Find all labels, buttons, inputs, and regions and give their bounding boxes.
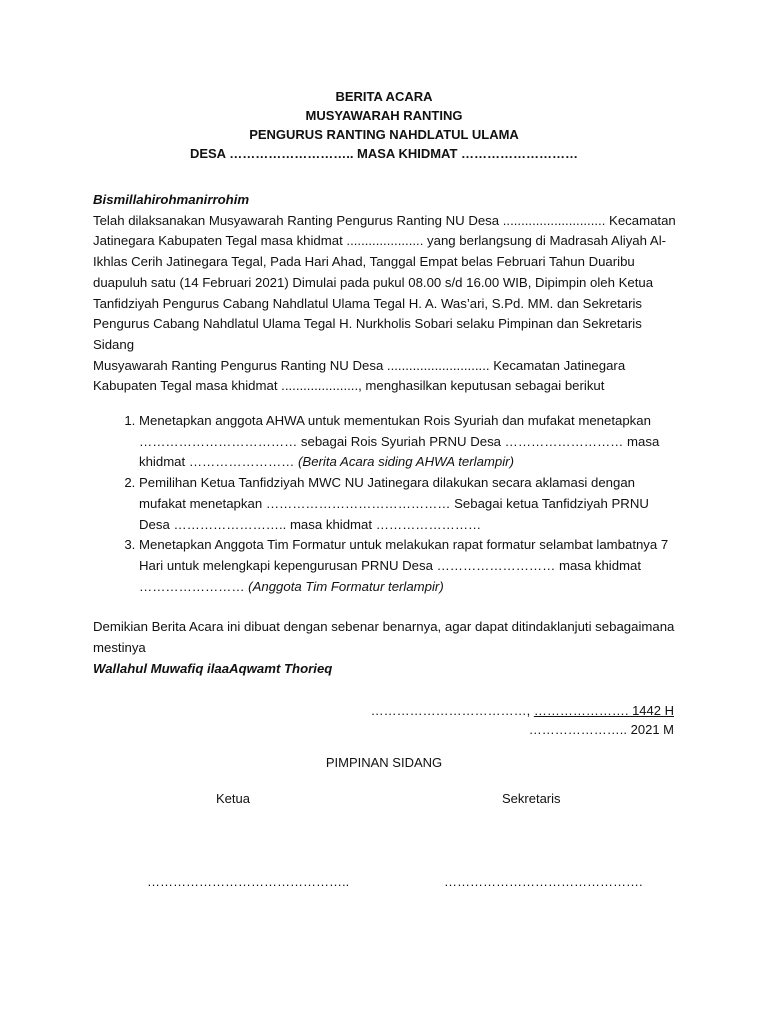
list-item xyxy=(139,535,683,597)
title-line-2: MUSYAWARAH RANTING xyxy=(305,108,463,123)
opening-basmalah: Bismillahirohmanirrohim xyxy=(93,192,250,207)
document-title xyxy=(0,87,768,163)
signature-heading: PIMPINAN SIDANG xyxy=(325,755,443,770)
date-hijri-line xyxy=(371,701,674,720)
date-block xyxy=(371,701,674,739)
decision-text: Menetapkan anggota AHWA untuk mementukan Rois Syuriah dan mufakat menetapkan ……………………………… sebagai Rois Syuriah PRNU Desa ……………………… masa khidmat …………………… xyxy=(139,413,660,470)
decision-note: (Anggota Tim Formatur terlampir) xyxy=(248,578,444,594)
title-line-4: DESA ……………………….. MASA KHIDMAT ……………………… xyxy=(189,146,579,161)
closing-salam: Wallahul Muwafiq ilaaAqwamt Thorieq xyxy=(93,660,333,676)
decision-text: Pemilihan Ketua Tanfidziyah MWC NU Jatinegara dilakukan secara aklamasi dengan mufakat menetapkan …………………………………… Sebagai ketua Tanfidziyah PRNU Desa …………………….. masa khidmat …………………… xyxy=(139,475,649,532)
date-masehi: ………………….. 2021 M xyxy=(528,722,674,737)
decision-text: Menetapkan Anggota Tim Formatur untuk melakukan rapat formatur selambat lambatnya 7 Hari untuk melengkapi kepengurusan PRNU Desa ……………………… masa khidmat …………………… xyxy=(139,537,669,594)
list-item xyxy=(139,473,683,535)
document-body xyxy=(93,190,683,679)
closing-paragraph: Demikian Berita Acara ini dibuat dengan sebenar benarnya, agar dapat ditindaklanjuti sebagaimana mestinya xyxy=(93,619,675,656)
list-item xyxy=(139,411,683,473)
role-ketua: Ketua xyxy=(216,791,250,806)
decision-note: (Berita Acara siding AHWA terlampir) xyxy=(298,454,514,470)
intro-paragraph: Telah dilaksanakan Musyawarah Ranting Pengurus Ranting NU Desa ............................ Kecamatan Jatinegara Kabupaten Tegal masa khidmat ..................... yang berlangsung di Madrasah Aliyah Al-Ikhlas Cerih Jatinegara Tegal, Pada Hari Ahad, Tanggal Empat belas Februari Tahun Duaribu duapuluh satu (14 Februari 2021) Dimulai pada pukul 08.00 s/d 16.00 WIB, Dipimpin oleh Ketua Tanfidziyah Pengurus Cabang Nahdlatul Ulama Tegal H. A. Was’ari, S.Pd. MM. dan Sekretaris Pengurus Cabang Nahdlatul Ulama Tegal H. Nurkholis Sobari selaku Pimpinan dan Sekretaris Sidang xyxy=(93,212,676,352)
signature-line-ketua: ……………………………………….. xyxy=(147,874,350,889)
date-place: ………………………………, xyxy=(370,703,531,718)
title-line-3: PENGURUS RANTING NAHDLATUL ULAMA xyxy=(249,127,519,142)
title-line-1: BERITA ACARA xyxy=(335,89,433,104)
signature-line-sekretaris: ………………………………………. xyxy=(444,874,643,889)
role-sekretaris: Sekretaris xyxy=(502,791,561,806)
decision-list xyxy=(93,411,683,597)
intro-paragraph-2: Musyawarah Ranting Pengurus Ranting NU Desa ............................ Kecamatan Jatinegara Kabupaten Tegal masa khidmat ....................., menghasilkan keputusan sebagai berikut xyxy=(93,357,626,394)
date-hijri: …………………. 1442 H xyxy=(533,703,674,718)
